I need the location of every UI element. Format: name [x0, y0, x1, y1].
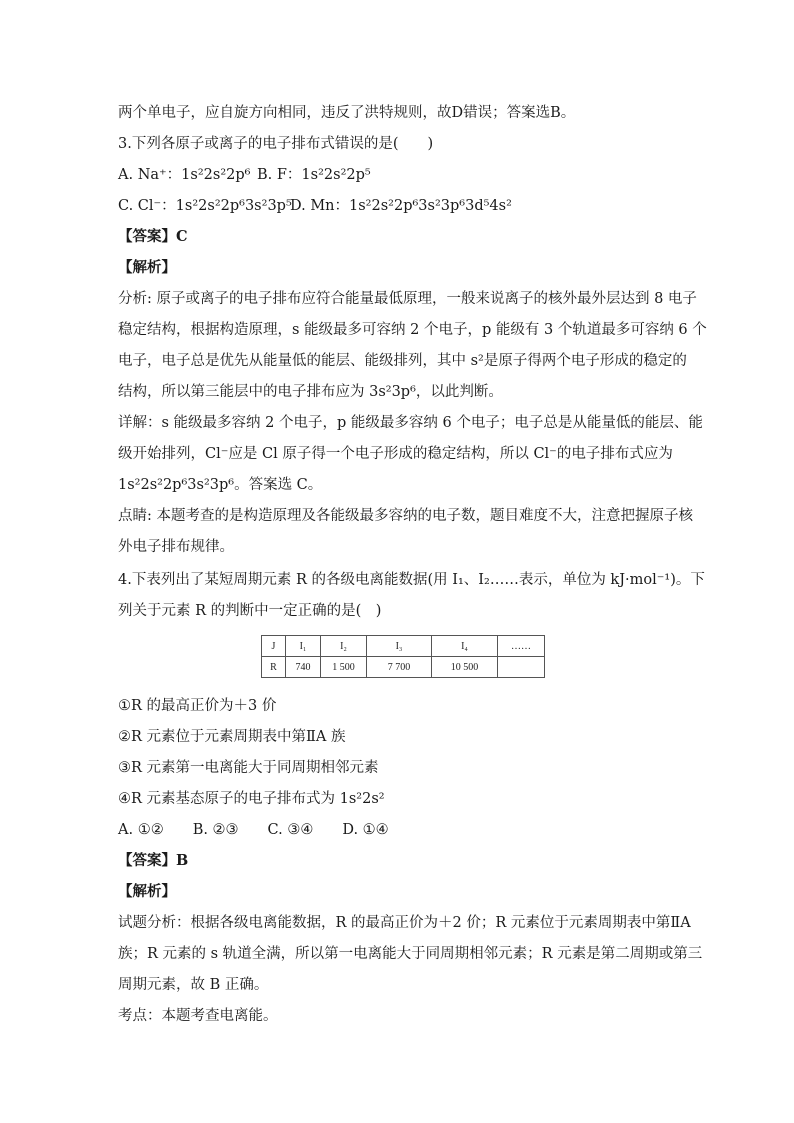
q4-analysis-line: 族；R 元素的 s 轨道全满，所以第一电离能大于同周期相邻元素；R 元素是第二周期或第三 [118, 946, 703, 962]
table-cell: 10 500 [432, 657, 498, 678]
q4-key-point: 考点：本题考查电离能。 [118, 1008, 278, 1024]
q4-answer: 【答案】B [118, 852, 189, 869]
q4-statement: ②R 元素位于元素周期表中第ⅡA 族 [118, 729, 346, 745]
q4-options: A. ①② B. ②③ C. ③④ D. ①④ [118, 822, 389, 838]
q3-answer: 【答案】C [118, 228, 188, 245]
table-header-row [262, 636, 545, 657]
q3-option-b: B. F：1s²2s²2p⁵ [257, 167, 371, 183]
q3-detail-line: 级开始排列，Cl⁻应是 Cl 原子得一个电子形成的稳定结构，所以 Cl⁻的电子排布式应为 [118, 446, 673, 462]
table-cell [498, 657, 545, 678]
table-cell: I₂ [321, 636, 367, 657]
q4-statement: ①R 的最高正价为＋3 价 [118, 698, 277, 714]
q3-analysis-line: 分析: 原子或离子的电子排布应符合能量最低原理，一般来说离子的核外最外层达到 8 电子 [118, 291, 697, 307]
q3-analysis-line: 电子，电子总是优先从能量低的能层、能级排列，其中 s²是原子得两个电子形成的稳定的 [118, 353, 687, 369]
q3-detail-line: 1s²2s²2p⁶3s²3p⁶。答案选 C。 [118, 477, 323, 493]
table-cell: I₁ [286, 636, 321, 657]
q3-analysis-label: 【解析】 [118, 259, 176, 276]
table-cell: 740 [286, 657, 321, 678]
question-4-stem: 列关于元素 R 的判断中一定正确的是( ) [118, 603, 382, 619]
table-cell: I₃ [367, 636, 432, 657]
table-cell: 1 500 [321, 657, 367, 678]
q4-analysis-line: 周期元素，故 B 正确。 [118, 977, 269, 993]
table-cell: J [262, 636, 286, 657]
q4-statement: ③R 元素第一电离能大于同周期相邻元素 [118, 760, 379, 776]
q3-analysis-line: 稳定结构，根据构造原理，s 能级最多可容纳 2 个电子，p 能级有 3 个轨道最多可容纳 6 个 [118, 322, 707, 338]
q3-option-c: C. Cl⁻：1s²2s²2p⁶3s²3p⁵ [118, 198, 292, 214]
text-line: 两个单电子，应自旋方向相同，违反了洪特规则，故D错误；答案选B。 [118, 105, 576, 121]
q3-comment-line: 点睛: 本题考查的是构造原理及各能级最多容纳的电子数，题目难度不大，注意把握原子核 [118, 508, 693, 524]
q3-option-a: A. Na⁺：1s²2s²2p⁶ [118, 167, 251, 183]
table-cell: …… [498, 636, 545, 657]
q3-analysis-line: 结构，所以第三能层中的电子排布应为 3s²3p⁶，以此判断。 [118, 384, 503, 400]
table-cell: 7 700 [367, 657, 432, 678]
question-4-stem: 4.下表列出了某短周期元素 R 的各级电离能数据(用 I₁、I₂……表示，单位为 kJ·mol⁻¹)。下 [118, 572, 705, 588]
ionization-energy-table [261, 635, 545, 678]
table-cell: R [262, 657, 286, 678]
question-3-stem: 3.下列各原子或离子的电子排布式错误的是( ) [118, 136, 434, 152]
q3-detail-line: 详解：s 能级最多容纳 2 个电子，p 能级最多容纳 6 个电子；电子总是从能量低的能层、能 [118, 415, 703, 431]
q4-analysis-line: 试题分析：根据各级电离能数据，R 的最高正价为＋2 价；R 元素位于元素周期表中第ⅡA [118, 915, 691, 931]
table-cell: I₄ [432, 636, 498, 657]
table-row [262, 657, 545, 678]
q4-analysis-label: 【解析】 [118, 883, 176, 900]
q3-comment-line: 外电子排布规律。 [118, 539, 234, 555]
q3-option-d: D. Mn：1s²2s²2p⁶3s²3p⁶3d⁵4s² [290, 198, 512, 214]
q4-statement: ④R 元素基态原子的电子排布式为 1s²2s² [118, 791, 385, 807]
